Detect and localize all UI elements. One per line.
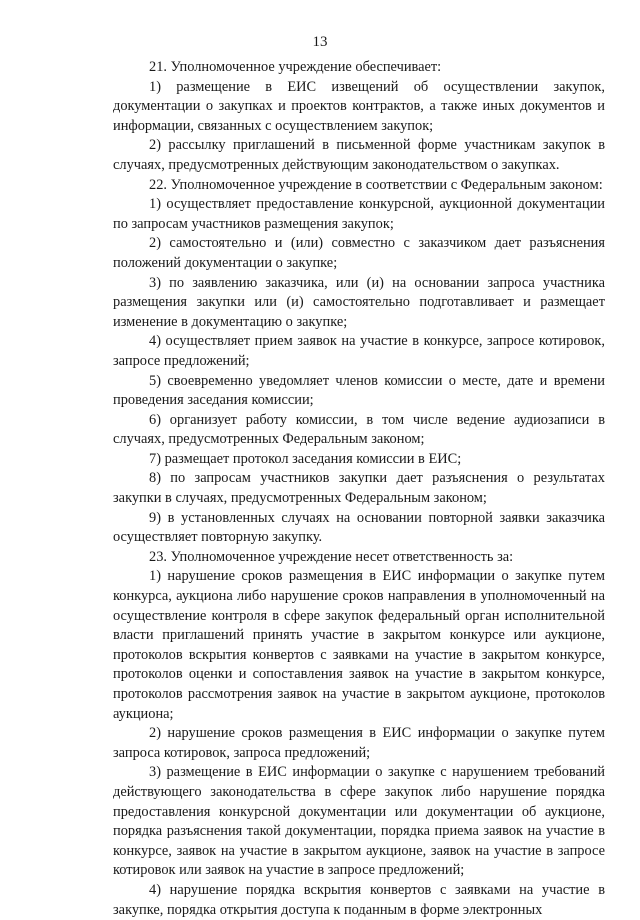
paragraph: 4) осуществляет прием заявок на участие в конкурсе, запросе котировок, запросе предложений; (113, 333, 605, 369)
paragraph: 8) по запросам участников закупки дает разъяснения о результатах закупки в случаях, предусмотренных Федеральным законом; (113, 470, 605, 507)
paragraph: 2) рассылку приглашений в письменной форме участникам закупок в случаях, предусмотренных действующим законодательством о закупках. (113, 137, 605, 173)
paragraph: 2) самостоятельно и (или) совместно с заказчиком дает разъяснения положений документации о закупке; (113, 235, 605, 271)
paragraph: 23. Уполномоченное учреждение несет ответственность за: (149, 548, 514, 565)
paragraph: 1) осуществляет предоставление конкурсной, аукционной документации по запросам участников размещения закупок; (113, 196, 605, 232)
paragraph: 9) в установленных случаях на основании повторной заявки заказчика осуществляет повторную закупку. (113, 509, 605, 546)
paragraph: 5) своевременно уведомляет членов комиссии о месте, дате и времени проведения заседания комиссии; (113, 372, 605, 409)
paragraph: 2) нарушение сроков размещения в ЕИС информации о закупке путем запроса котировок, запроса предложений; (113, 725, 605, 761)
paragraph: 6) организует работу комиссии, в том числе ведение аудиозаписи в случаях, предусмотренных Федеральным законом; (113, 411, 605, 448)
paragraph: 3) по заявлению заказчика, или (и) на основании запроса участника размещения закупки или (и) самостоятельно подготавливает и размещает изменение в документацию о закупке; (113, 274, 605, 330)
paragraph: 3) размещение в ЕИС информации о закупке с нарушением требований действующего законодательства в сфере закупок либо нарушение порядка предоставления конкурсной документации или документации об аукционе, порядка разъяснения такой документации, порядка приема заявок на участие в конкурсе, заявок на участие в закрытом аукционе, заявок на участие в запросе котировок или заявок на участие в запросе предложений; (113, 764, 605, 879)
page-number: 13 (312, 34, 328, 50)
page-body (113, 58, 605, 920)
paragraph: 21. Уполномоченное учреждение обеспечивает: (149, 59, 442, 75)
paragraph: 1) размещение в ЕИС извещений об осуществлении закупок, документации о закупках и проектов контрактов, а также иных документов и информации, связанных с осуществлением закупок; (113, 78, 605, 134)
paragraph: 7) размещает протокол заседания комиссии в ЕИС; (149, 450, 462, 467)
paragraph: 1) нарушение сроков размещения в ЕИС информации о закупке путем конкурса, аукциона либо нарушение сроков направления в уполномоченный на осуществление контроля в сфере закупок федеральный орган исполнительной власти приглашений принять участие в закрытом конкурсе или аукционе, протоколов вскрытия конвертов с заявками на участие в закрытом конкурсе, протоколов оценки и сопоставления заявок на участие в закрытом конкурсе, протоколов рассмотрения заявок на участие в закрытом аукционе, протоколов аукциона; (113, 568, 605, 722)
paragraph: 22. Уполномоченное учреждение в соответствии с Федеральным законом: (149, 176, 603, 193)
paragraph: 4) нарушение порядка вскрытия конвертов с заявками на участие в закупке, порядка открытия доступа к поданным в форме электронных (113, 881, 605, 918)
